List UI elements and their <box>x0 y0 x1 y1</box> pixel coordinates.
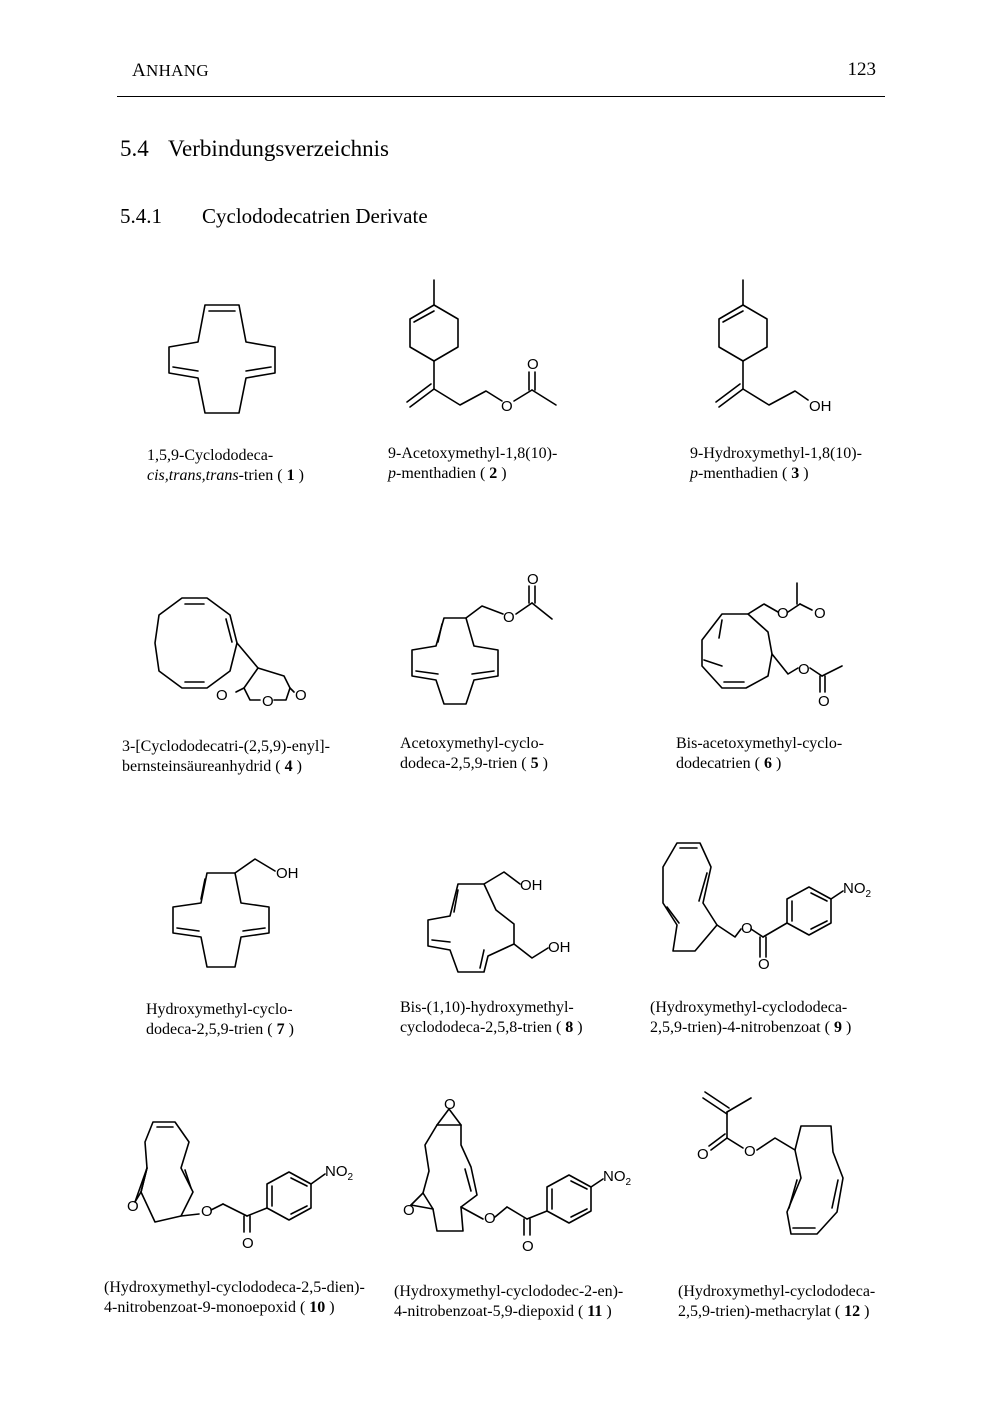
compound-caption-6: Bis-acetoxymethyl-cyclo- dodecatrien ( 6 ) <box>676 735 843 772</box>
structure-3 <box>704 275 854 420</box>
compound-caption-2: 9-Acetoxymethyl-1,8(10)- p-menthadien ( 2 ) <box>388 445 558 482</box>
oxygen-label: O <box>262 693 274 710</box>
oxygen-label: O <box>741 920 753 937</box>
compound-number: 3 <box>791 465 800 482</box>
structure-5 <box>402 570 572 715</box>
structure-8 <box>418 868 588 978</box>
compound-number: 9 <box>833 1019 842 1036</box>
compound-caption-12: (Hydroxymethyl-cyclododeca- 2,5,9-trien)-methacrylat ( 12 ) <box>678 1283 876 1320</box>
structure-4 <box>150 588 320 713</box>
page-number: 123 <box>847 59 876 80</box>
compound-caption-10: (Hydroxymethyl-cyclododeca-2,5-dien)- 4-nitrobenzoat-9-monoepoxid ( 10 ) <box>104 1279 365 1316</box>
oxygen-label: O <box>503 609 515 626</box>
oxygen-label: O <box>484 1210 496 1227</box>
oxygen-label: O <box>127 1198 139 1215</box>
oxygen-label: O <box>697 1146 709 1163</box>
compound-caption-3: 9-Hydroxymethyl-1,8(10)- p-menthadien ( 3 ) <box>690 445 862 482</box>
compound-number: 7 <box>276 1021 285 1038</box>
structure-2 <box>395 275 570 420</box>
compound-caption-8: Bis-(1,10)-hydroxymethyl- cyclododeca-2,5,8-trien ( 8 ) <box>400 999 583 1036</box>
oxygen-label: O <box>758 956 770 973</box>
oxygen-label: O <box>798 661 810 678</box>
nitro-group-label: $NO_2$ <box>843 880 872 900</box>
compound-caption-7: Hydroxymethyl-cyclo- dodeca-2,5,9-trien ( 7 ) <box>146 1001 294 1038</box>
structure-7 <box>163 855 313 975</box>
compound-number: 5 <box>530 755 539 772</box>
nitro-group-label: $NO_2$ <box>603 1168 632 1188</box>
structure-1 <box>160 295 290 420</box>
subsection-heading: 5.4.1 Cyclododecatrien Derivate <box>120 204 428 228</box>
hydroxyl-label: OH <box>548 939 571 956</box>
nitro-group-label: $NO_2$ <box>325 1163 354 1183</box>
oxygen-label: O <box>527 356 539 373</box>
oxygen-label: O <box>777 605 789 622</box>
compound-caption-4: 3-[Cyclododecatri-(2,5,9)-enyl]- bernsteinsäureanhydrid ( 4 ) <box>122 738 330 775</box>
oxygen-label: O <box>744 1143 756 1160</box>
compound-number: 10 <box>309 1299 326 1316</box>
compound-number: 8 <box>565 1019 574 1036</box>
compound-caption-11: (Hydroxymethyl-cyclododec-2-en)- 4-nitrobenzoat-5,9-diepoxid ( 11 ) <box>394 1283 624 1320</box>
hydroxyl-label: OH <box>276 865 299 882</box>
oxygen-label: O <box>501 398 513 415</box>
structure-10 <box>125 1112 365 1262</box>
oxygen-label: O <box>295 687 307 704</box>
compound-caption-5: Acetoxymethyl-cyclo- dodeca-2,5,9-trien ( 5 ) <box>400 735 548 772</box>
compound-number: 4 <box>284 758 293 775</box>
oxygen-label: O <box>201 1203 213 1220</box>
structure-11 <box>403 1095 643 1260</box>
oxygen-label: O <box>216 687 228 704</box>
compound-number: 2 <box>489 465 498 482</box>
compound-number: 1 <box>286 467 295 484</box>
compound-caption-1: 1,5,9-Cyclododeca- cis,trans,trans-trien ( 1 ) <box>147 447 304 484</box>
structure-9 <box>655 833 895 973</box>
oxygen-label: O <box>814 605 826 622</box>
oxygen-label: O <box>444 1096 456 1113</box>
oxygen-label: O <box>242 1235 254 1252</box>
compound-caption-9: (Hydroxymethyl-cyclododeca- 2,5,9-trien)-4-nitrobenzoat ( 9 ) <box>650 999 852 1036</box>
section-heading: 5.4 Verbindungsverzeichnis <box>120 136 389 161</box>
hydroxyl-label: OH <box>520 877 543 894</box>
structure-12 <box>695 1088 865 1258</box>
running-header-title: ANHANG <box>132 60 209 81</box>
compound-number: 6 <box>763 755 772 772</box>
oxygen-label: O <box>818 693 830 710</box>
hydroxyl-label: OH <box>809 398 832 415</box>
structure-6 <box>692 578 862 713</box>
compound-number: 11 <box>587 1303 603 1320</box>
compound-number: 12 <box>844 1303 861 1320</box>
oxygen-label: O <box>522 1238 534 1255</box>
oxygen-label: O <box>527 571 539 588</box>
header-rule <box>117 96 885 97</box>
oxygen-label: O <box>403 1202 415 1219</box>
